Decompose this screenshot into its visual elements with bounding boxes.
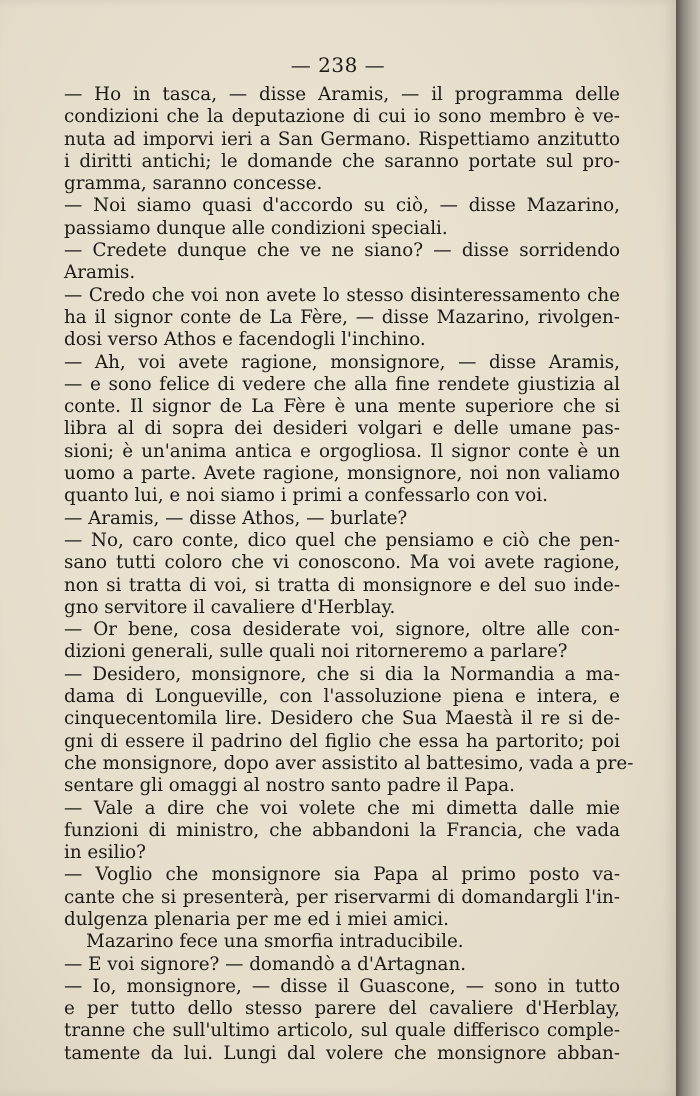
text-line: — E voi signore? — domandò a d'Artagnan.: [64, 953, 467, 975]
text-line: — Io, monsignore, — disse il Guascone, — sono in tutto: [64, 975, 620, 997]
paragraph: [64, 931, 620, 953]
text-line: — Aramis, — disse Athos, — burlate?: [64, 507, 408, 529]
text-line: gno servitore il cavaliere d'Herblay.: [64, 596, 396, 618]
paragraph: [64, 798, 620, 865]
text-line: i diritti antichi; le domande che saranno portate sul pro-: [64, 150, 620, 172]
page-number: — 238 —: [290, 53, 386, 77]
paragraph: [64, 285, 620, 352]
text-line: che monsignore, dopo aver assistito al battesimo, vada a pre-: [64, 752, 634, 774]
text-line: Aramis.: [64, 262, 136, 284]
text-line: non si tratta di voi, si tratta di monsignore e del suo indе-: [64, 574, 620, 596]
text-line: condizioni che la deputazione di cui io sono membro è ve-: [64, 106, 620, 128]
text-line: libra al di sopra dei desideri volgari e delle umane pas-: [64, 418, 620, 440]
page-spine-edge: [676, 0, 700, 1096]
text-line: — Or bene, cosa desiderate voi, signore, oltre alle con-: [64, 619, 620, 641]
text-line: passiamo dunque alle condizioni speciali.: [64, 217, 448, 239]
text-line: gramma, saranno concesse.: [64, 173, 323, 195]
text-line: funzioni di ministro, che abbandoni la Francia, che vada: [64, 819, 620, 841]
text-line: ha il signor conte de La Fère, — disse Mazarino, rivolgen-: [64, 306, 620, 328]
paragraph: [64, 864, 620, 931]
text-line: nuta ad imporvi ieri a San Germano. Rispettiamo anzitutto: [64, 128, 620, 150]
text-line: — Ah, voi avete ragione, monsignore, — disse Aramis,: [64, 351, 620, 373]
text-line: cinquecentomila lire. Desidero che Sua Maestà il re si de-: [64, 708, 620, 730]
text-line: dulgenza plenaria per me ed i miei amici.: [64, 908, 449, 930]
text-line: — e sono felice di vedere che alla fine rendete giustizia al: [64, 373, 620, 395]
text-line: — Credo che voi non avete lo stesso disinteressamento che: [64, 284, 620, 306]
paragraph: [64, 508, 620, 530]
text-line: — Vale a dire che voi volete che mi dimetta dalle mie: [64, 797, 620, 819]
text-line: tranne che sull'ultimo articolo, sul quale differisco comple-: [64, 1020, 620, 1042]
text-line: uomo a parte. Avete ragione, monsignore, noi non valiamo: [64, 463, 620, 485]
text-line: — Noi siamo quasi d'accordo su ciò, — disse Mazarino,: [64, 195, 620, 217]
text-line: conte. Il signor de La Fère è una mente superiore che si: [64, 396, 620, 418]
paragraph: [64, 530, 620, 619]
text-line: sentare gli omaggi al nostro santo padre il Papa.: [64, 775, 515, 797]
text-line: sano tutti coloro che vi conoscono. Ma voi avete ragione,: [64, 552, 620, 574]
text-line: — Voglio che monsignore sia Papa al primo posto va-: [64, 864, 620, 886]
text-line: quanto lui, e noi siamo i primi a confessarlo con voi.: [64, 485, 548, 507]
body-text: [64, 84, 634, 1065]
text-line: — Ho in tasca, — disse Aramis, — il programma delle: [64, 84, 620, 105]
text-line: dizioni generali, sulle quali noi ritorneremo a parlare?: [64, 641, 568, 663]
paragraph: [64, 619, 620, 664]
paragraph: [64, 240, 620, 285]
text-line: dosi verso Athos e facendogli l'inchino.: [64, 329, 426, 351]
text-line: gni di essere il padrino del figlio che essa ha partorito; poi: [64, 730, 620, 752]
paragraph: [64, 663, 634, 798]
text-line: — Credete dunque che ve ne siano? — disse sorridendo: [64, 240, 620, 262]
text-line: dama di Longueville, con l'assoluzione piena e intera, e: [64, 686, 620, 708]
paragraph: [64, 352, 620, 508]
paragraph: [64, 195, 620, 240]
text-line: — No, caro conte, dico quel che pensiamo e ciò che pen-: [64, 529, 620, 551]
text-line: tamente da lui. Lungi dal volere che monsignore abban-: [64, 1042, 620, 1064]
paragraph: [64, 954, 620, 976]
text-line: e per tutto dello stesso parere del cavaliere d'Herblay,: [64, 998, 620, 1020]
text-line: — Desidero, monsignore, che si dia la Normandia a ma-: [64, 663, 620, 685]
text-line: in esilio?: [64, 842, 146, 864]
text-line: cante che si presenterà, per riservarmi di domandargli l'in-: [64, 886, 620, 908]
paragraph: [64, 976, 620, 1065]
paragraph: [64, 84, 620, 195]
text-line: sioni; è un'anima antica e orgogliosa. Il signor conte è un: [64, 440, 620, 462]
text-line: Mazarino fece una smorfia intraducibile.: [86, 931, 464, 953]
